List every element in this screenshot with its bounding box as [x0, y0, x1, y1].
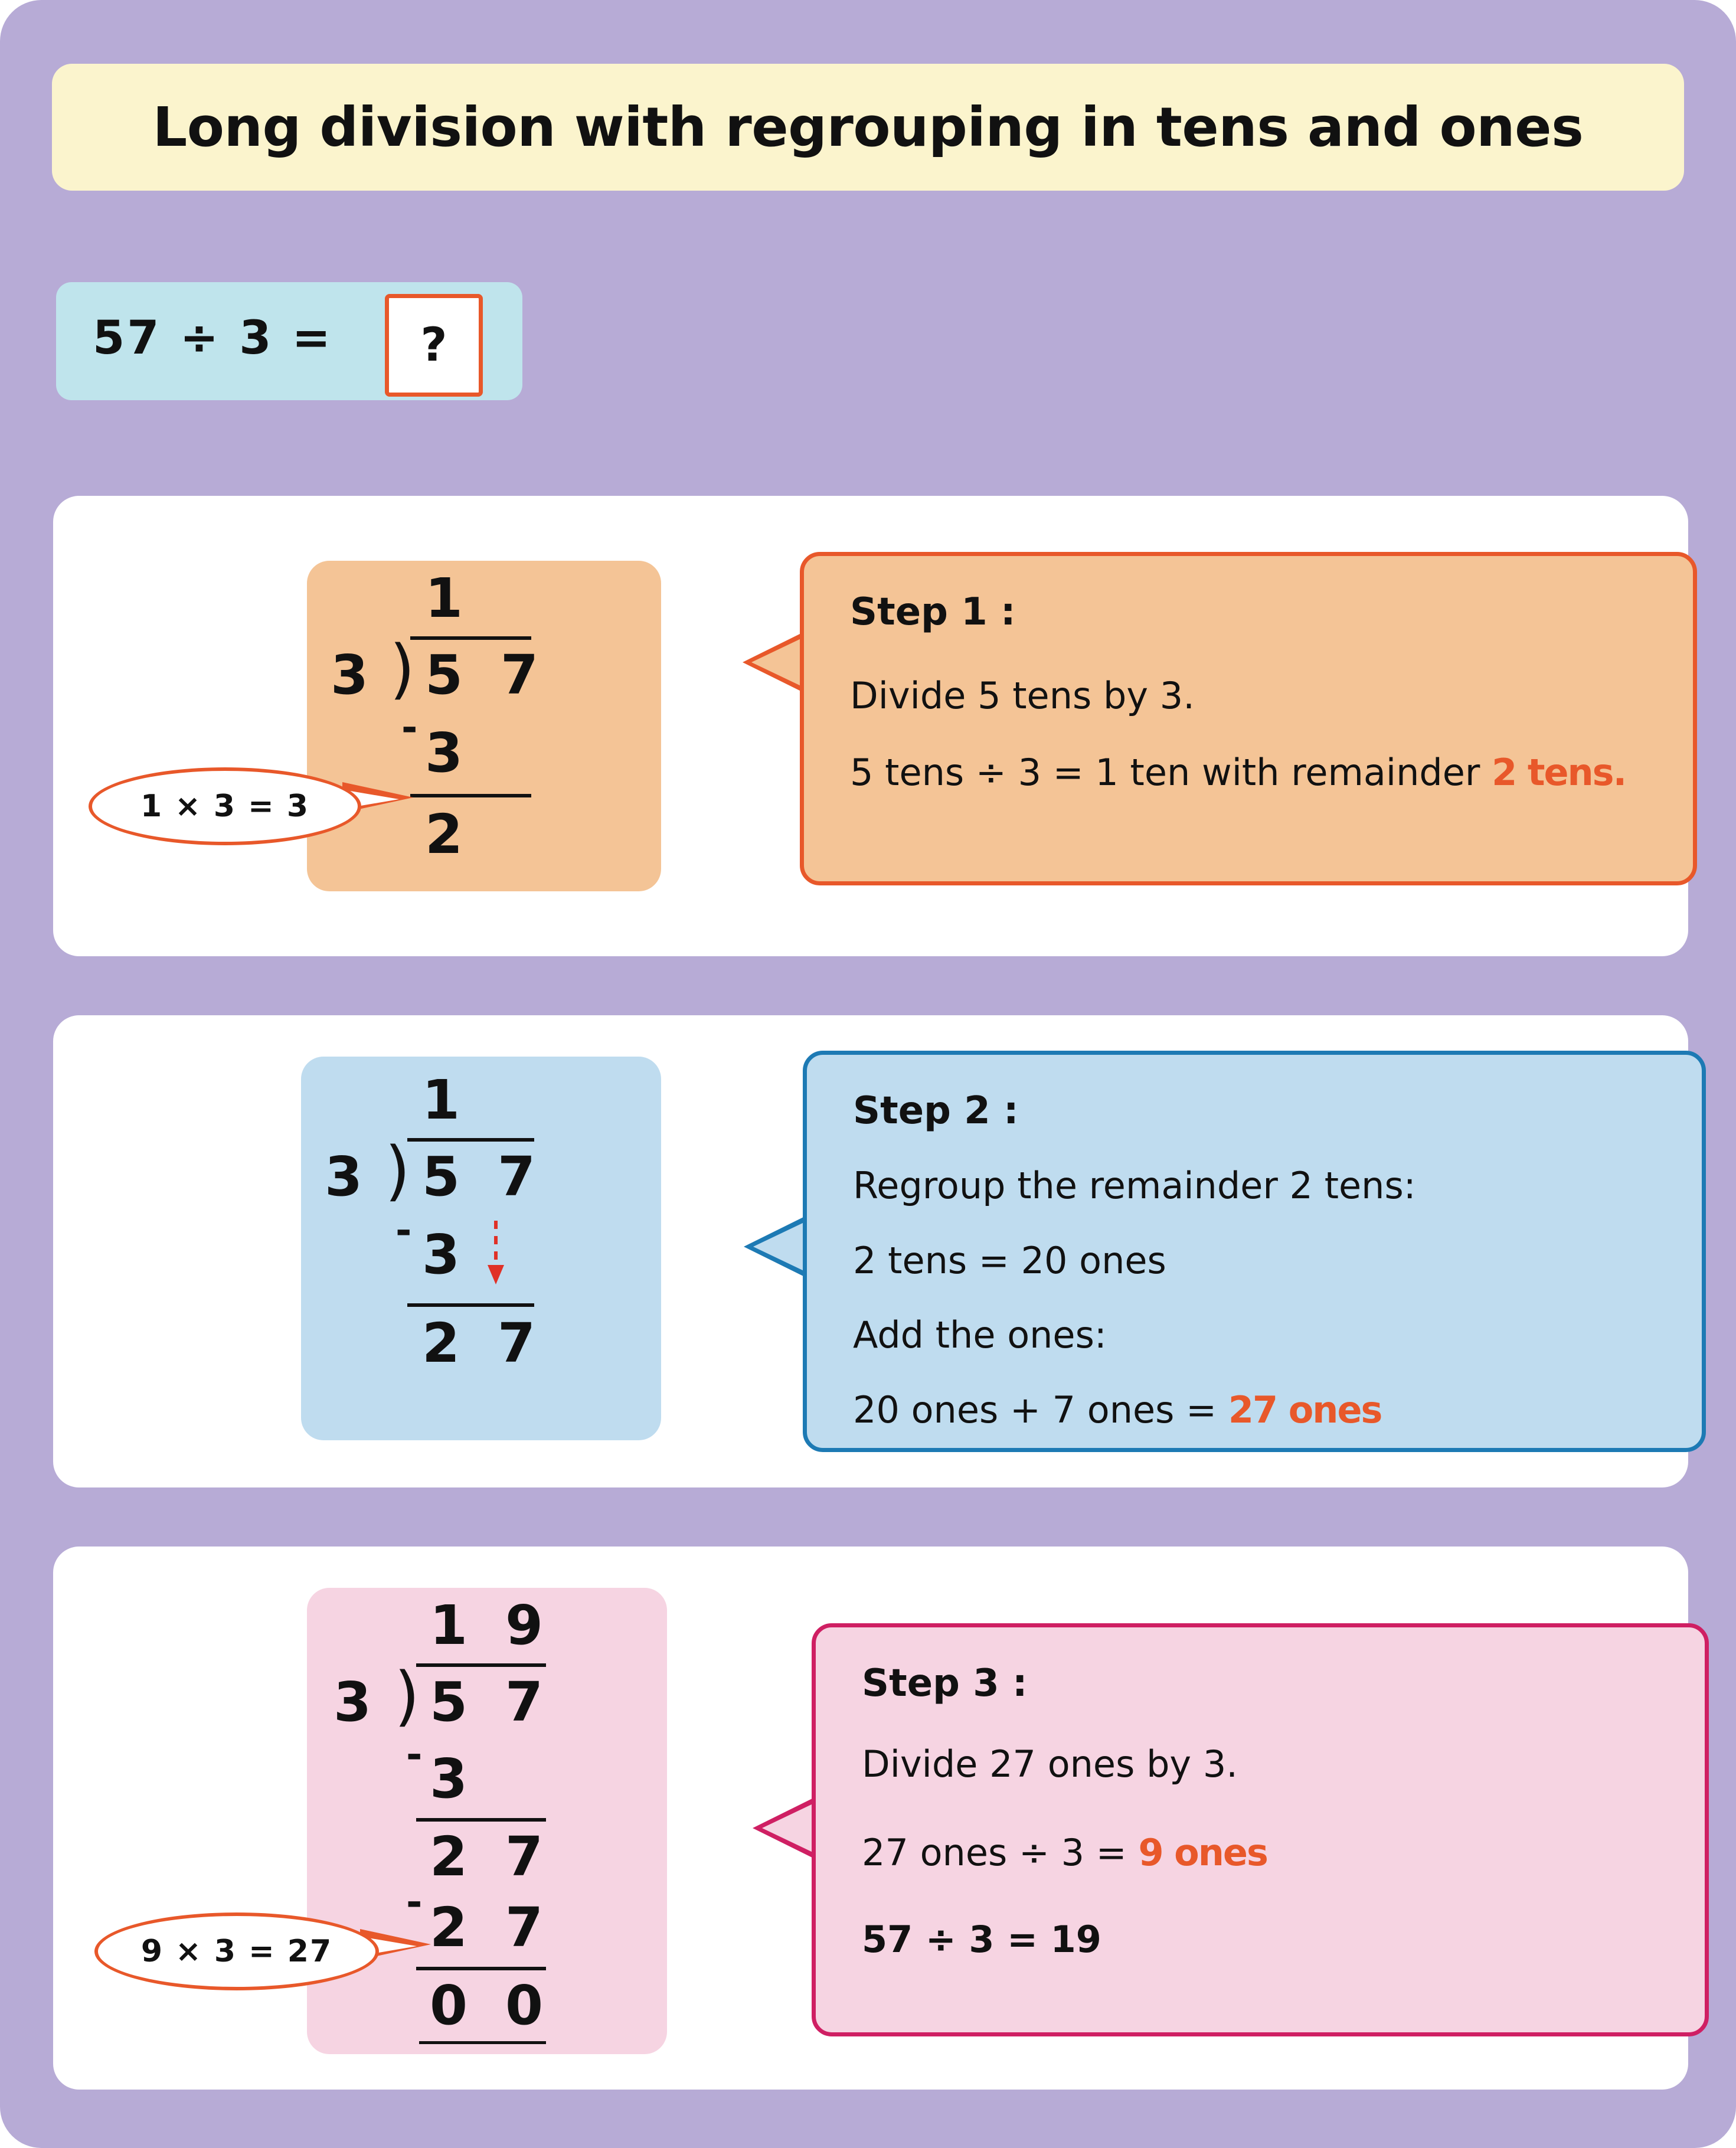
- step-2-heading: Step 2 :: [853, 1089, 1019, 1133]
- divisor-2: 3: [325, 1145, 372, 1208]
- subtraction-bar-3b: [416, 1967, 546, 1970]
- step-1-heading: Step 1 :: [850, 590, 1016, 634]
- division-bracket-3: ): [394, 1658, 420, 1734]
- remainder-2: 2 7: [422, 1312, 545, 1375]
- title-banner: [52, 64, 1684, 191]
- quotient-bar-3: [416, 1663, 546, 1667]
- subtrahend-2: 3: [422, 1223, 470, 1286]
- remainder-1: 2: [425, 803, 473, 866]
- bubble-tail-inner-2: [753, 1222, 805, 1271]
- quotient-2: 1: [422, 1068, 470, 1132]
- subtrahend-1: 3: [425, 721, 473, 784]
- quotient-1: 1: [425, 567, 473, 630]
- division-work-3: [307, 1588, 667, 2054]
- step-2-line-4: [853, 1388, 1381, 1431]
- step-1-line-2-text: 5 tens ÷ 3 = 1 ten with remainder: [850, 751, 1492, 794]
- step-2-highlight: 27 ones: [1228, 1388, 1382, 1431]
- subtrahend-3a: 3: [430, 1747, 478, 1810]
- step-2-line-3: Add the ones:: [853, 1313, 1107, 1356]
- step-1-line-2: [850, 751, 1626, 794]
- subtrahend-3b: 2 7: [430, 1896, 553, 1959]
- division-bracket-2: ): [385, 1133, 410, 1208]
- step-card-2: [53, 1015, 1688, 1487]
- divisor-1: 3: [331, 643, 378, 707]
- dividend-3: 5 7: [430, 1670, 553, 1734]
- step-3-bubble: [812, 1623, 1709, 2036]
- quotient-bar-2: [407, 1138, 534, 1142]
- minus-sign-3b: -: [406, 1879, 423, 1925]
- division-work-1: [307, 561, 661, 891]
- step-3-line-2-text: 27 ones ÷ 3 =: [862, 1831, 1139, 1874]
- division-bracket-1: ): [390, 631, 415, 707]
- quotient-3: 1 9: [430, 1594, 553, 1657]
- callout-multiplication-2: [94, 1912, 379, 1990]
- quotient-bar-1: [410, 636, 531, 640]
- subtraction-bar-3a: [416, 1818, 546, 1822]
- step-card-3: [53, 1547, 1688, 2090]
- step-3-line-1: Divide 27 ones by 3.: [862, 1742, 1238, 1786]
- step-3-line-2: [862, 1831, 1267, 1874]
- step-2-line-4-text: 20 ones + 7 ones =: [853, 1388, 1228, 1431]
- division-work-2: [301, 1057, 661, 1440]
- callout-multiplication-1: [89, 767, 361, 845]
- subtraction-bar-1: [410, 794, 531, 797]
- step-3-highlight: 9 ones: [1138, 1831, 1267, 1874]
- minus-sign-3a: -: [406, 1732, 423, 1777]
- dividend-2: 5 7: [422, 1145, 545, 1208]
- minus-sign-1: -: [401, 705, 418, 750]
- bring-down-arrow-icon: [484, 1221, 508, 1294]
- step-1-line-1: Divide 5 tens by 3.: [850, 674, 1195, 717]
- step-3-heading: Step 3 :: [862, 1662, 1028, 1705]
- step-3-final-answer: 57 ÷ 3 = 19: [862, 1918, 1101, 1961]
- step-2-bubble: [803, 1051, 1706, 1452]
- bubble-tail-inner-1: [751, 637, 803, 687]
- answer-input-box[interactable]: [385, 294, 483, 397]
- answer-placeholder: ?: [420, 319, 447, 372]
- minus-sign-2: -: [395, 1208, 412, 1253]
- dividend-1: 5 7: [425, 643, 548, 707]
- callout-2-text: 9 × 3 = 27: [140, 1934, 333, 1969]
- partial-remainder-3: 2 7: [430, 1825, 553, 1888]
- divisor-3: 3: [334, 1670, 381, 1734]
- problem-expression: 57 ÷ 3 =: [93, 312, 333, 365]
- final-underline-3: [419, 2041, 546, 2044]
- final-remainder-3: 0 0: [430, 1974, 553, 2037]
- step-1-highlight: 2 tens.: [1492, 751, 1626, 794]
- bubble-tail-inner-3: [762, 1803, 814, 1853]
- page-title: Long division with regrouping in tens and ones: [152, 96, 1584, 159]
- callout-1-text: 1 × 3 = 3: [140, 789, 310, 824]
- step-1-bubble: [800, 552, 1697, 885]
- step-card-1: [53, 496, 1688, 956]
- step-2-line-2: 2 tens = 20 ones: [853, 1239, 1166, 1282]
- subtraction-bar-2: [407, 1303, 534, 1307]
- step-2-line-1: Regroup the remainder 2 tens:: [853, 1164, 1416, 1207]
